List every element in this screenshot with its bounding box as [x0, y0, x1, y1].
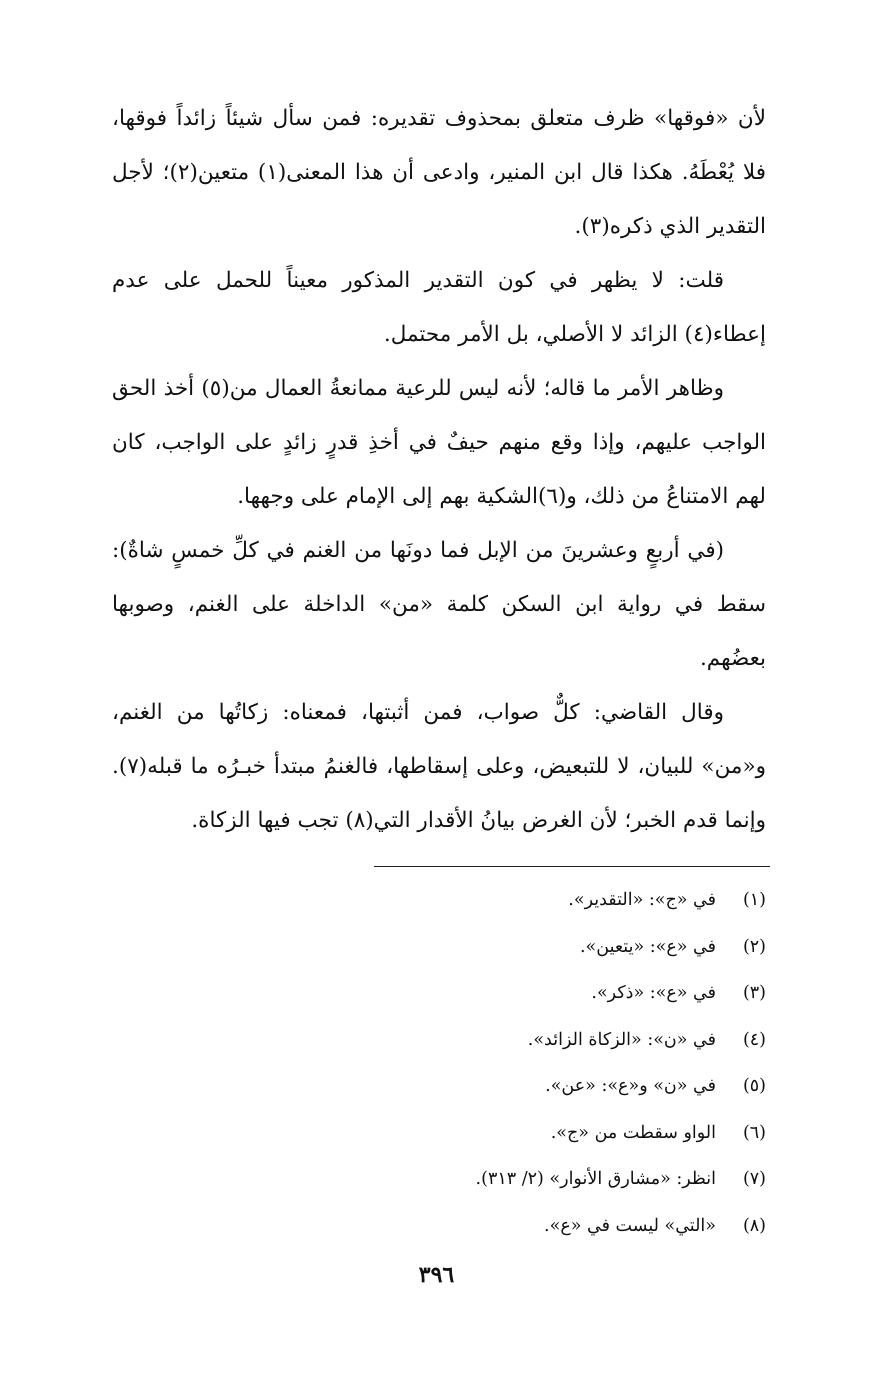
paragraph: قلت: لا يظهر في كون التقدير المذكور معيناً للحمل على عدم إعطاء(٤) الزائد لا الأصلي، بل الأمر محتمل. [112, 268, 766, 347]
footnote-item [300, 924, 766, 971]
footnote-item [300, 1063, 766, 1110]
footnote-number: (٢) [742, 936, 766, 957]
main-text [112, 92, 766, 848]
footnote-item [300, 1156, 766, 1203]
page-number: ٣٩٦ [418, 1262, 455, 1288]
footnote-text: في «ع»: «ذكر». [591, 983, 716, 1003]
footnote-item [300, 1017, 766, 1064]
footnote-number: (٥) [742, 1076, 766, 1096]
footnote-item [300, 877, 766, 924]
footnote-text: انظر: «مشارق الأنوار» (٢/ ٣١٣). [475, 1169, 716, 1189]
footnote-text: في «ن» و«ع»: «عن». [545, 1076, 716, 1096]
footnote-text: في «ع»: «يتعين». [579, 936, 716, 957]
footnote-number: (٨) [742, 1215, 766, 1236]
paragraph: لأن «فوقها» ظرف متعلق بمحذوف تقديره: فمن سأل شيئاً زائداً فوقها، فلا يُعْطَهُ. هكذا قال ابن المنير، وادعى أن هذا المعنى(١) متعين(٢)؛ لأجل التقدير الذي ذكره(٣). [112, 106, 766, 239]
footnotes [300, 877, 766, 1249]
paragraph: (في أربعٍ وعشرينَ من الإبل فما دونَها من الغنم في كلِّ خمسٍ شاةٌ): سقط في رواية ابن السكن كلمة «من» الداخلة على الغنم، وصوبها بعضُهم. [112, 538, 766, 671]
footnote-number: (٧) [742, 1169, 766, 1189]
footnote-text: في «ن»: «الزكاة الزائد». [527, 1029, 716, 1050]
footnote-text: «التي» ليست في «ع». [544, 1215, 716, 1236]
footnote-divider [374, 866, 770, 867]
footnote-text: في «ج»: «التقدير». [568, 890, 716, 910]
footnote-number: (٣) [742, 983, 766, 1003]
footnote-item [300, 1110, 766, 1157]
footnote-item [300, 970, 766, 1017]
paragraph: وظاهر الأمر ما قاله؛ لأنه ليس للرعية ممانعةُ العمال من(٥) أخذ الحق الواجب عليهم، وإذا وقع منهم حيفٌ في أخذِ قدرٍ زائدٍ على الواجب، كان لهم الامتناعُ من ذلك، و(٦)الشكية بهم إلى الإمام على وجهها. [112, 376, 766, 509]
paragraph: وقال القاضي: كلٌّ صواب، فمن أثبتها، فمعناه: زكاتُها من الغنم، و«من» للبيان، لا للتبعيض، وعلى إسقاطها، فالغنمُ مبتدأ خبـرُه ما قبله(٧). وإنما قدم الخبر؛ لأن الغرض بيانُ الأقدار التي(٨) تجب فيها الزكاة. [112, 700, 766, 833]
footnote-item [300, 1203, 766, 1250]
footnote-number: (٤) [742, 1029, 766, 1050]
footnote-text: الواو سقطت من «ج». [550, 1122, 716, 1143]
footnote-number: (١) [742, 890, 766, 910]
footnote-number: (٦) [742, 1122, 766, 1143]
